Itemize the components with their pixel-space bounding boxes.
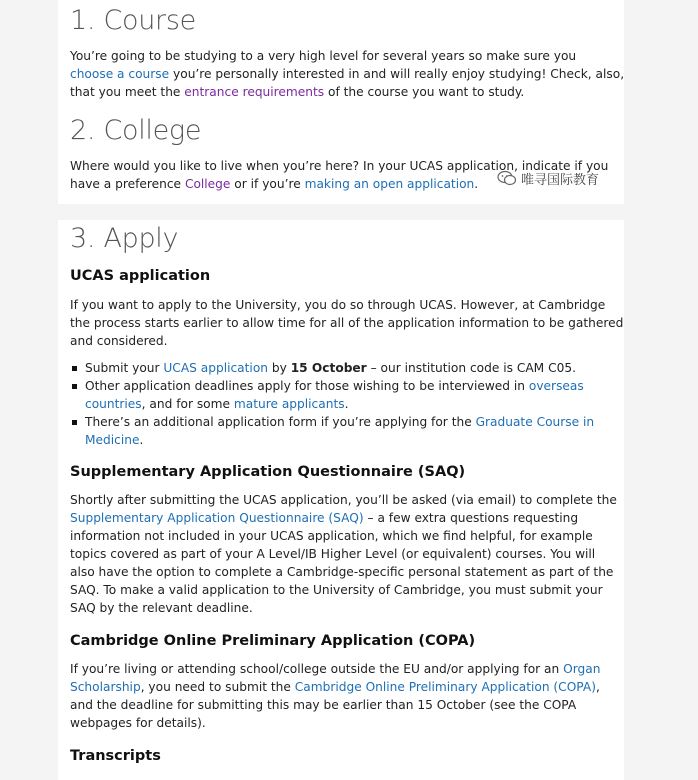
copa-link[interactable]: Cambridge Online Preliminary Application (COPA) [294,680,596,694]
saq-section: Supplementary Application Questionnaire (SAQ) Shortly after submitting the UCAS application, you’ll be asked (via email) to complete the Supplementary Application Questionnaire (SAQ) – a few extra questions requesting information not included in your UCAS application, which we find helpful, for example topics covered as part of your A Level/IB Higher Level (or equivalent) courses. You will also have the option to complete a Cambridge-specific personal statement as part of the SAQ. To make a valid application to the University of Cambridge, you must submit your SAQ by the relevant deadline. [70,462,630,617]
watermark [497,166,599,190]
saq-link[interactable]: Supplementary Application Questionnaire (SAQ) [70,511,364,525]
list-item: There’s an additional application form if you’re applying for the Graduate Course in Medicine. [85,413,630,449]
watermark-text: 唯寻国际教育 [521,172,600,188]
transcripts-heading: Transcripts [70,748,161,764]
copa-section: Cambridge Online Preliminary Application (COPA) If you’re living or attending school/college outside the EU and/or applying for an Organ Scholarship, you need to submit the Cambridge Online Preliminary Application (COPA), and the deadline for submitting this may be earlier than 15 October (see the COPA webpages for details). [70,631,630,732]
list-item: Submit your UCAS application by 15 October – our institution code is CAM C05. [85,359,630,377]
choose-course-link[interactable]: choose a course [70,67,170,81]
ucas-bullet-list [70,359,630,449]
ucas-section: UCAS application If you want to apply to the University, you do so through UCAS. However, at Cambridge the process starts earlier to allow time for all of the application information to be gathered and considered. Submit your UCAS application by 15 October – our institution code is CAM C05. Other application deadlines apply for those wishing to be interviewed in overseas countries, and for some mature applicants. There’s an additional application form if you’re applying for the Graduate Course in Medicine. [70,266,630,449]
list-item: Other application deadlines apply for those wishing to be interviewed in overseas countries, and for some mature applicants. [85,377,630,413]
ucas-heading: UCAS application [70,268,211,284]
entrance-requirements-link[interactable]: entrance requirements [184,85,325,99]
wechat-logo-icon [497,170,517,186]
graduate-medicine-link[interactable]: Graduate Course in Medicine [85,415,595,447]
saq-heading: Supplementary Application Questionnaire (SAQ) [70,464,466,480]
open-application-link[interactable]: making an open application [304,177,475,191]
mature-applicants-link[interactable]: mature applicants [233,397,345,411]
copa-heading: Cambridge Online Preliminary Application (COPA) [70,633,476,649]
heading-apply: 3. Apply [70,223,179,254]
organ-scholarship-link[interactable]: Organ [563,662,601,676]
heading-course: 1. Course [70,5,196,36]
course-paragraph: You’re going to be studying to a very high level for several years so make sure you choose a course you’re personally interested in and will really enjoy studying! Check, also, that you meet the entrance requirements of the course you want to study. [70,49,625,99]
overseas-countries-link[interactable]: overseas countries [85,379,584,411]
transcripts-section [70,746,630,766]
organ-scholarship-link-cont[interactable]: Scholarship [70,680,141,694]
college-paragraph: Where would you like to live when you’re here? In your UCAS application, indicate if you have a preference College or if you’re making an open application. [70,159,609,191]
apply-card [58,220,624,780]
ucas-application-link[interactable]: UCAS application [163,361,268,375]
college-link[interactable]: College [184,177,231,191]
heading-college: 2. College [70,115,202,146]
